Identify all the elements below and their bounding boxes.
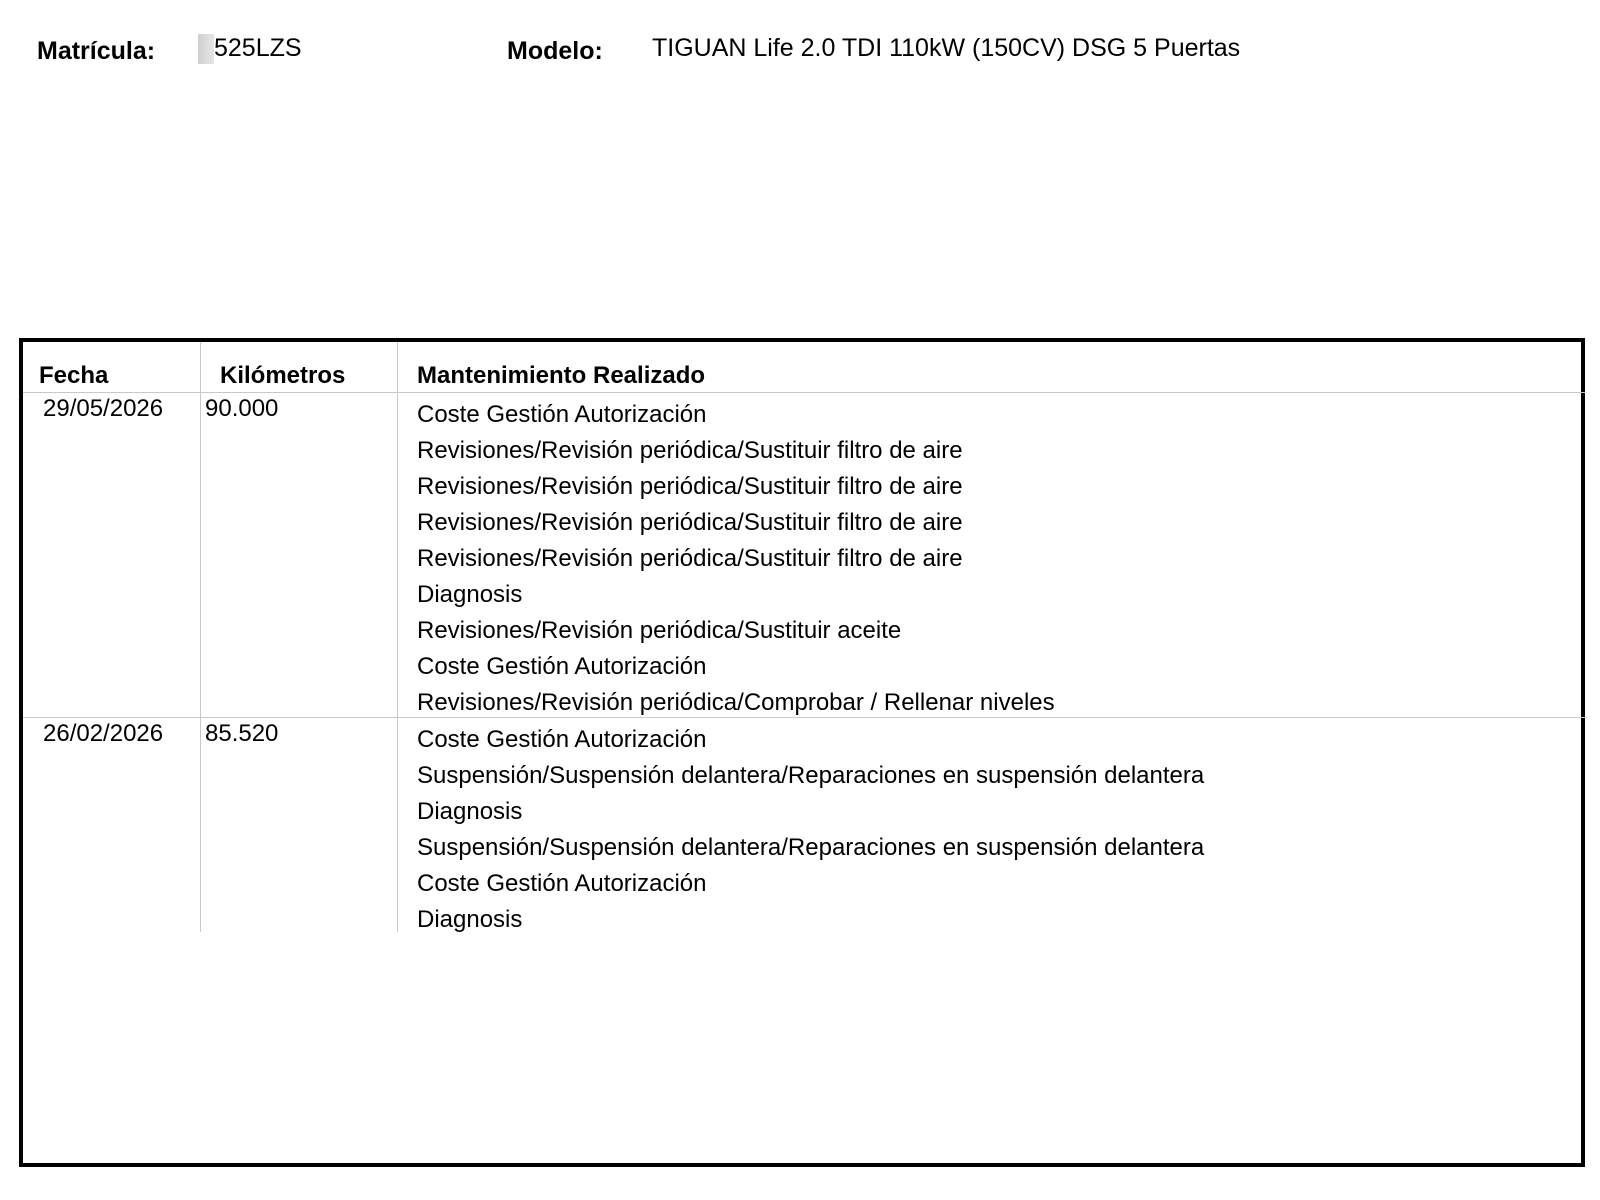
model-label: Modelo: [507, 37, 603, 65]
task-item: Diagnosis [417, 906, 523, 933]
plate-value: 525LZS [214, 34, 302, 62]
task-item: Revisiones/Revisión periódica/Sustituir filtro de aire [417, 473, 963, 500]
redaction-mark [198, 34, 214, 64]
task-item: Diagnosis [417, 581, 523, 608]
plate-label: Matrícula: [37, 37, 156, 65]
task-item: Revisiones/Revisión periódica/Sustituir aceite [417, 617, 902, 644]
row-km: 90.000 [205, 395, 279, 422]
row-divider [23, 717, 1585, 718]
row-date: 29/05/2026 [43, 395, 164, 422]
task-item: Suspensión/Suspensión delantera/Reparaciones en suspensión delantera [417, 834, 1205, 861]
row-tasks [417, 397, 1055, 721]
maintenance-table [19, 338, 1585, 1167]
task-item: Coste Gestión Autorización [417, 653, 707, 680]
task-item: Coste Gestión Autorización [417, 726, 707, 753]
task-item: Suspensión/Suspensión delantera/Reparaciones en suspensión delantera [417, 762, 1205, 789]
task-item: Diagnosis [417, 798, 523, 825]
task-item: Coste Gestión Autorización [417, 401, 707, 428]
task-item: Revisiones/Revisión periódica/Sustituir filtro de aire [417, 545, 963, 572]
column-divider [397, 342, 398, 932]
task-item: Revisiones/Revisión periódica/Sustituir filtro de aire [417, 509, 963, 536]
task-item: Revisiones/Revisión periódica/Comprobar / Rellenar niveles [417, 689, 1055, 716]
row-tasks [417, 722, 1204, 938]
column-header-km: Kilómetros [220, 362, 346, 389]
column-divider [200, 342, 201, 932]
column-header-date: Fecha [39, 362, 109, 389]
task-item: Revisiones/Revisión periódica/Sustituir filtro de aire [417, 437, 963, 464]
header-divider [23, 392, 1585, 393]
task-item: Coste Gestión Autorización [417, 870, 707, 897]
column-header-maintenance: Mantenimiento Realizado [417, 362, 706, 389]
model-value: TIGUAN Life 2.0 TDI 110kW (150CV) DSG 5 Puertas [652, 34, 1241, 62]
row-km: 85.520 [205, 720, 279, 747]
row-date: 26/02/2026 [43, 720, 164, 747]
